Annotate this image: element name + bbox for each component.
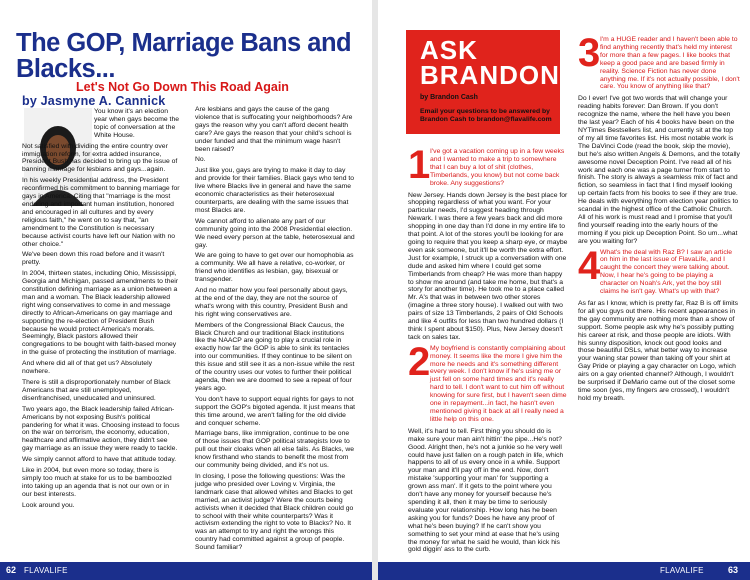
- question-text: My boyfriend is constantly complaining about money. It seems like the more I give him the more he needs and it's something different every week. I don't know if he's using me or just fell on some hard times and it's really hard to tell. I don't want to cut him off without knowing for sure first, but I haven't seen dime one in repayment...in fact, he hasn't even mentioned giving it back at all I really need a little help on this one.: [430, 344, 567, 423]
- article-byline: by Jasmyne A. Cannick: [22, 94, 166, 108]
- article-paragraph: We've been down this road before and it wasn't pretty.: [22, 251, 165, 267]
- article-paragraph: We are going to have to get over our homophobia as a community. We all have a relative, co-worker, or friend who identifies as lesbian, gay, bisexual or transgender.: [195, 252, 354, 284]
- left-page: [0, 0, 372, 580]
- answer-text: Well, it's hard to tell. First thing you should do is make sure your man ain't hittin' the pipe...He's not? Good. Alright then, he's not a junkie so he very well could have just fallen on a rough patch in life, which happens to all of us every once in a while. Support your man and it'll pay off in the end. Now, don't mistake 'supporting your man' for 'supporting a grown ass man'. If it gets to the point where you don't have any money for yourself because he's spending it all, then it may be time to seriously evaluate your relationship. How long has he been asking you for funds? Does he have any proof of what he's been buying? If he can't show you something to set your mind at ease that he's using the money for what he said he would, than kick his gold diggin' ass to the curb.: [408, 427, 564, 554]
- article-paragraph: In closing, I pose the following questions: Was the judge who presided over Loving v. Virginia, the landmark case that allowed whites and Blacks to get married, an activist judge? Were the courts being activists when it decided that Black children could go to school with their white counterparts? Was it activism extending the right to vote to Blacks? No. It was an attempt to try and right the wrongs this country had committed against a group of people. Sound familiar?: [195, 472, 354, 552]
- article-paragraph: We simply cannot afford to have that attitude today.: [22, 456, 177, 464]
- article-paragraph: There is still a disproportionately number of Black Americans that are still unemployed, disenfranchised, uneducated and uninsured.: [22, 379, 171, 402]
- magazine-name: FLAVALIFE: [24, 566, 68, 575]
- question-number: 3: [578, 31, 601, 75]
- page-number: 62: [6, 565, 17, 575]
- article-paragraph: Marriage bans, like immigration, continue to be one of those issues that GOP political strategists love to pull out their cloaks when all else fails. As Blacks, we know firsthand who stands to benefit the most from our community being divided, and it's not us.: [195, 430, 355, 470]
- ask-brandon-header-box: [406, 30, 560, 134]
- column-title-word: ASK: [420, 35, 478, 65]
- question-block: [578, 243, 740, 296]
- column-title: [420, 35, 560, 90]
- article-paragraph: Like in 2004, but even more so today, there is simply too much at stake for us to be bamboozled into taking up an agenda that is not our own or in our best interests.: [22, 467, 172, 498]
- question-block: [408, 339, 568, 424]
- column-byline: by Brandon Cash: [420, 94, 478, 101]
- question-text: I'm a HUGE reader and I haven't been able to find anything recently that's held my interest for more than a few pages. I like books that keep a good pace and are based firmly in reality. Science Fiction has never done anything me. If it's not actually possible, I don't care. You know of anything like that?: [600, 36, 740, 91]
- question-number: 1: [408, 143, 431, 187]
- question-number: 4: [578, 243, 601, 288]
- page-footer-right: [378, 562, 750, 580]
- email-note: Email your questions to be answered by Brandon Cash to brandon@flavalife.com: [420, 108, 552, 123]
- qa-column-1: [408, 143, 568, 554]
- magazine-name: FLAVALIFE: [660, 566, 704, 575]
- article-column-2: [195, 106, 355, 552]
- question-text: What's the deal with Raz B? I saw an article on him in the last issue of FlavaLife, and I caught the concert they were talking about. Now, I hear he's going to be playing a character on Noah's Ark, yet the boy still claims he isn't gay. What's up with that?: [600, 248, 733, 296]
- right-page: [378, 0, 750, 580]
- article-paragraph: No.: [195, 156, 206, 164]
- qa-column-2: [578, 31, 740, 548]
- article-paragraph: In his weekly Presidential address, the President reconfirmed his commitment to banning marriage for gays in America. Citing that "marriage is the most enduring and important human institution, honored and encouraged in all cultures and by every religious faith," he went on to say that, "an amendment to the Constitution is necessary because activist courts have left our Nation with no other choice.": [22, 177, 180, 248]
- page-footer-left: [0, 562, 372, 580]
- answer-text: As far as I know, which is pretty far, Raz B is off limits for all you guys out there. His recent appearances in the gay community are nothing more than a show of support. Some people ask why he's possibly putting his career at risk, and those people are idiots. With his sunny disposition, knock out good looks and those beautiful DSLs, what better way to increase your waning star power than taking off your shirt at Gay Pride or playing a gay character on Logo, which airs on a gay oriented channel? Although, I wouldn't be surprised if DeMario came out of the closet some time soon (yes, my fingers are crossed), I wouldn't hold my breath.: [578, 300, 739, 402]
- article-paragraph: We cannot afford to alienate any part of our community going into the 2008 Presidential election. We need every person at the table, heterosexual and gay.: [195, 217, 355, 249]
- answer-text: Do I ever! I've got two words that will change your reading habits forever: Dan Brown. If you don't recognize the name, where the hell have you been the last year? Each of his 4 books have been on the NYTimes Bestsellers list, and currently sit at the top of my all time favorites list. His most notable work is The DaVinci Code (read the book, skip the movie), but he's also written Angels & Demons, and the totally awesome novel Deception Point. I've read all of his work and each one was a page turner from start to finish. The story is always a seamless mix of fact and fiction, so seamless in fact that I find myself looking up certain facts from his books to see if they are true. He deals with everything from election year politics to scandal in the highest office of the Catholic Church. All of his work is must read and I promise that you'll find yourself reading into the early hours of the morning if you pick up Deception Point. So um...what are you waiting for?: [578, 95, 740, 245]
- page-number: 63: [728, 565, 739, 575]
- article-paragraph: Members of the Congressional Black Caucus, the Black Church and our traditional Black institutions like the NAACP are going to play a crucial role in exactly how far the GOP is able to sink its tentacles into our communities. If they continue to be silent on this issue and still see it as a non-issue while the rest of the country uses our votes to further their political agenda, then we are doomed to see a repeat of four years ago.: [195, 321, 355, 392]
- question-block: [578, 31, 740, 91]
- article-column-1: [22, 108, 180, 545]
- question-number: 2: [408, 339, 431, 384]
- article-paragraph: In 2004, thirteen states, including Ohio, Mississippi, Georgia and Michigan, passed amendments to their constitution defining marriage as a union between a man and a woman. The Black leadership allowed right wing conservatives to come in and message directly to African-Americans on gay marriage and supporting the re-election of President Bush because he would protect America's morals. Seemingly, Black pastors allowed their congregations to be bought with faith-based money in the guise of protecting the institution of marriage.: [22, 270, 179, 357]
- article-paragraph: Just like you, gays are trying to make it day to day and provide for their families. Black gays who tend to live where Blacks live in general and have the same economic characteristics as their heterosexual counterparts, are dealing with the same issues that most Blacks are.: [195, 167, 355, 214]
- question-text: I've got a vacation coming up in a few weeks and I wanted to make a trip to somewhere that I can buy a lot of shit (clothes, Timberlands, you know) but not come back broke. Any suggestions?: [430, 148, 565, 187]
- article-subhead: Let's Not Go Down This Road Again: [76, 80, 289, 94]
- column-title-word: BRANDON: [420, 60, 560, 90]
- question-block: [408, 143, 568, 188]
- answer-text: New Jersey. Hands down Jersey is the best place for shopping regardless of what you want. For your particular needs, I'd suggest heading through Newark. I was there a few years back and did more shopping in one day than I'd done in my entire life to that point. A lot of the stores you'll be looking for are going to require that you keep a sharp eye, or maybe even ask someone, but it'll be worth the extra effort. Just for example, I struck up a conversation with one dude and asked him where I could get some Timberlands from cheap? He was more than happy to show me around (and take me home, but that's a story for another time). He took me to a place called Mr. A's that was in between two other stores (imagine a three story house). I walked out with two pairs of size 13 Timberlands, 2 pairs of Old Schools and like 4 outfits for less than two hundred dollars (I think I spent about $150). Plus, New Jersey doesn't tack on sales tax.: [408, 191, 568, 341]
- article-paragraph: And where did all of that get us? Absolutely nowhere.: [22, 360, 152, 376]
- article-paragraph: Look around you.: [22, 501, 75, 509]
- article-paragraph: You know it's an election year when gays become the topic of conversation at the White House.: [94, 108, 180, 139]
- article-paragraph: Two years ago, the Black leadership failed African-Americans by not exposing Bush's political pandering for what it was. Choosing instead to focus on the war on terrorism, the economy, education, healthcare and affirmative action, they didn't see gay marriage as an issue they were ready to tackle.: [22, 405, 180, 453]
- article-paragraph: And no matter how you feel personally about gays, at the end of the day, they are not the source of what's wrong with this country, President Bush and his right wing conservatives are.: [195, 287, 348, 318]
- article-headline: The GOP, Marriage Bans and Blacks...: [16, 29, 352, 83]
- article-paragraph: You don't have to support equal rights for gays to not support the GOP's bigoted agenda. It just means that this time around, we aren't falling for the old divide and conquer scheme.: [195, 395, 355, 427]
- article-paragraph: Not satisfied with dividing the entire country over immigration reform, for extra added insurance, President Bush has decided to bring up the issue of banning marriage for lesbians and gays...again.: [22, 142, 178, 174]
- article-paragraph: Are lesbians and gays the cause of the gang violence that is suffocating your neighborhoods? Are gays the reason why you can't afford decent health care? Are gays the reason that your child's school is under funded and that the minimum wage hasn't been raised?: [195, 106, 353, 153]
